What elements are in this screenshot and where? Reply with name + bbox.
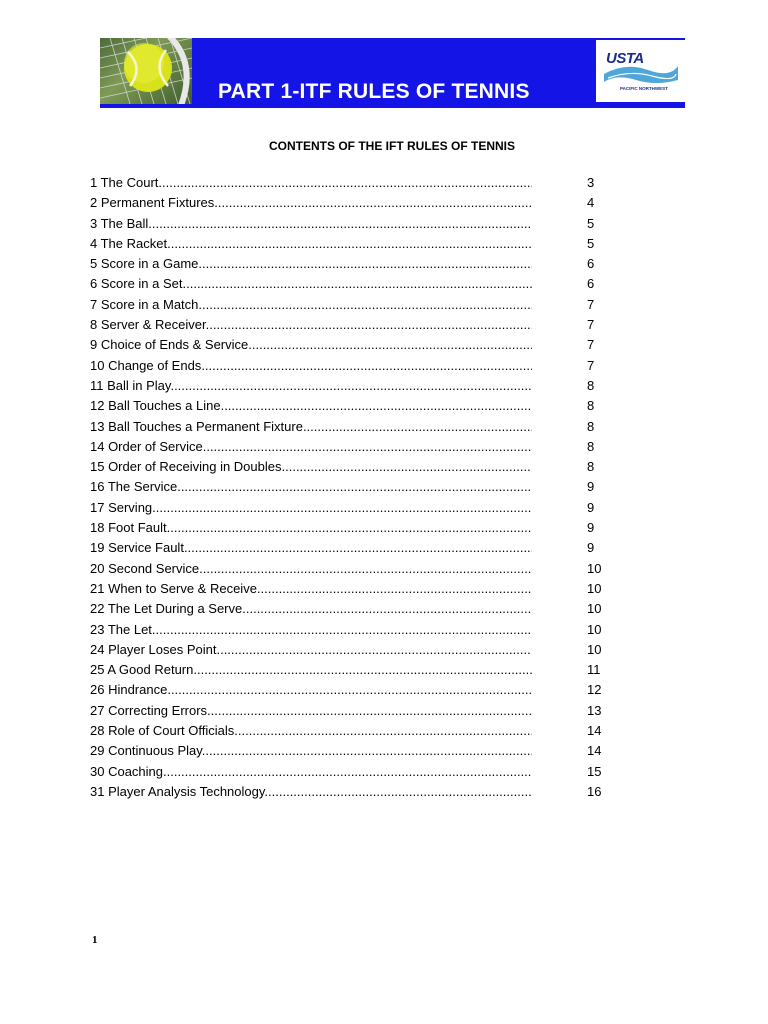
toc-entry-page: 8	[587, 377, 595, 393]
toc-entry[interactable]	[90, 356, 610, 376]
toc-entry[interactable]	[90, 417, 610, 437]
toc-entry-page: 6	[587, 256, 595, 272]
toc-entry[interactable]	[90, 538, 610, 558]
toc-entry-label: 6 Score in a Set .....	[90, 274, 532, 294]
page-number: 1	[92, 934, 98, 946]
toc-entry[interactable]	[90, 660, 610, 680]
page-title: PART 1-ITF RULES OF TENNIS	[218, 80, 530, 103]
logo-text: USTA	[606, 50, 644, 67]
toc-entry-page: 4	[587, 195, 595, 211]
toc-entry-page: 16	[587, 783, 602, 799]
toc-entry-page: 5	[587, 215, 595, 231]
toc-entry[interactable]	[90, 680, 610, 700]
toc-entry-label: 29 Continuous Play .....	[90, 741, 532, 761]
toc-entry-label: 16 The Service .....	[90, 477, 532, 497]
toc-entry-page: 9	[587, 520, 595, 536]
toc-entry[interactable]	[90, 315, 610, 335]
toc-entry-page: 13	[587, 702, 602, 718]
toc-entry-label: 10 Change of Ends .....	[90, 356, 532, 376]
toc-entry-label: 5 Score in a Game .....	[90, 254, 532, 274]
toc-entry-page: 7	[587, 296, 595, 312]
toc-entry[interactable]	[90, 234, 610, 254]
toc-entry[interactable]	[90, 274, 610, 294]
toc-entry[interactable]	[90, 701, 610, 721]
toc-entry-label: 19 Service Fault .....	[90, 538, 532, 558]
toc-entry-label: 12 Ball Touches a Line .....	[90, 396, 532, 416]
toc-entry-page: 8	[587, 459, 595, 475]
toc-entry-label: 3 The Ball .....	[90, 214, 532, 234]
toc-entry-page: 10	[587, 601, 602, 617]
toc-entry[interactable]	[90, 193, 610, 213]
toc-entry-label: 20 Second Service .....	[90, 559, 532, 579]
toc-entry-label: 15 Order of Receiving in Doubles .....	[90, 457, 532, 477]
toc-entry-page: 8	[587, 398, 595, 414]
toc-entry[interactable]	[90, 579, 610, 599]
toc-entry-page: 7	[587, 317, 595, 333]
toc-entry[interactable]	[90, 396, 610, 416]
usta-logo	[596, 40, 685, 102]
toc-entry[interactable]	[90, 477, 610, 497]
toc-entry-label: 14 Order of Service .....	[90, 437, 532, 457]
toc-entry-page: 10	[587, 641, 602, 657]
toc-entry-label: 13 Ball Touches a Permanent Fixture .....	[90, 417, 532, 437]
toc-entry-page: 11	[587, 662, 601, 678]
toc-entry[interactable]	[90, 559, 610, 579]
toc-entry-label: 30 Coaching .....	[90, 762, 532, 782]
contents-heading: CONTENTS OF THE IFT RULES OF TENNIS	[269, 139, 515, 153]
toc-entry-label: 17 Serving .....	[90, 498, 532, 518]
toc-entry-label: 22 The Let During a Serve .....	[90, 599, 532, 619]
toc-entry-label: 11 Ball in Play .....	[90, 376, 532, 396]
toc-entry-label: 23 The Let .....	[90, 620, 532, 640]
toc-entry-page: 8	[587, 418, 595, 434]
toc-entry-page: 7	[587, 357, 595, 373]
toc-entry-label: 21 When to Serve & Receive .....	[90, 579, 532, 599]
toc-entry-page: 14	[587, 743, 602, 759]
toc-entry[interactable]	[90, 173, 610, 193]
toc-entry[interactable]	[90, 376, 610, 396]
toc-entry[interactable]	[90, 518, 610, 538]
toc-entry-page: 6	[587, 276, 595, 292]
toc-entry-label: 9 Choice of Ends & Service .....	[90, 335, 532, 355]
logo-subtitle: PACIFIC NORTHWEST	[620, 86, 668, 91]
toc-entry-label: 1 The Court .....	[90, 173, 532, 193]
toc-entry-page: 9	[587, 479, 595, 495]
toc-entry[interactable]	[90, 620, 610, 640]
toc-entry[interactable]	[90, 782, 610, 802]
toc-entry-label: 26 Hindrance .....	[90, 680, 532, 700]
toc-entry-page: 14	[587, 723, 602, 739]
toc-entry-page: 10	[587, 560, 602, 576]
toc-entry-label: 18 Foot Fault .....	[90, 518, 532, 538]
toc-entry[interactable]	[90, 640, 610, 660]
toc-entry[interactable]	[90, 599, 610, 619]
toc-entry-page: 10	[587, 580, 602, 596]
toc-entry-page: 9	[587, 499, 595, 515]
toc-entry-page: 9	[587, 540, 595, 556]
toc-entry-label: 4 The Racket .....	[90, 234, 532, 254]
toc-entry[interactable]	[90, 741, 610, 761]
toc-entry[interactable]	[90, 762, 610, 782]
tennis-ball-icon	[100, 38, 192, 104]
toc-entry[interactable]	[90, 457, 610, 477]
toc-entry-page: 8	[587, 438, 595, 454]
table-of-contents	[90, 173, 610, 802]
toc-entry-label: 24 Player Loses Point .....	[90, 640, 532, 660]
toc-entry-page: 7	[587, 337, 595, 353]
toc-entry-page: 3	[587, 175, 595, 190]
toc-entry[interactable]	[90, 214, 610, 234]
toc-entry[interactable]	[90, 437, 610, 457]
toc-entry[interactable]	[90, 721, 610, 741]
toc-entry-label: 28 Role of Court Officials .....	[90, 721, 532, 741]
toc-entry-page: 5	[587, 235, 595, 251]
toc-entry-label: 31 Player Analysis Technology .....	[90, 782, 532, 802]
toc-entry-label: 27 Correcting Errors .....	[90, 701, 532, 721]
toc-entry[interactable]	[90, 295, 610, 315]
toc-entry-label: 8 Server & Receiver .....	[90, 315, 532, 335]
toc-entry-page: 12	[587, 682, 602, 698]
toc-entry-page: 15	[587, 763, 602, 779]
toc-entry-label: 2 Permanent Fixtures .....	[90, 193, 532, 213]
toc-entry-label: 7 Score in a Match .....	[90, 295, 532, 315]
toc-entry-page: 10	[587, 621, 602, 637]
tennis-ball-racket-photo	[100, 38, 192, 104]
toc-entry[interactable]	[90, 498, 610, 518]
toc-entry[interactable]	[90, 335, 610, 355]
toc-entry[interactable]	[90, 254, 610, 274]
toc-entry-label: 25 A Good Return .....	[90, 660, 532, 680]
